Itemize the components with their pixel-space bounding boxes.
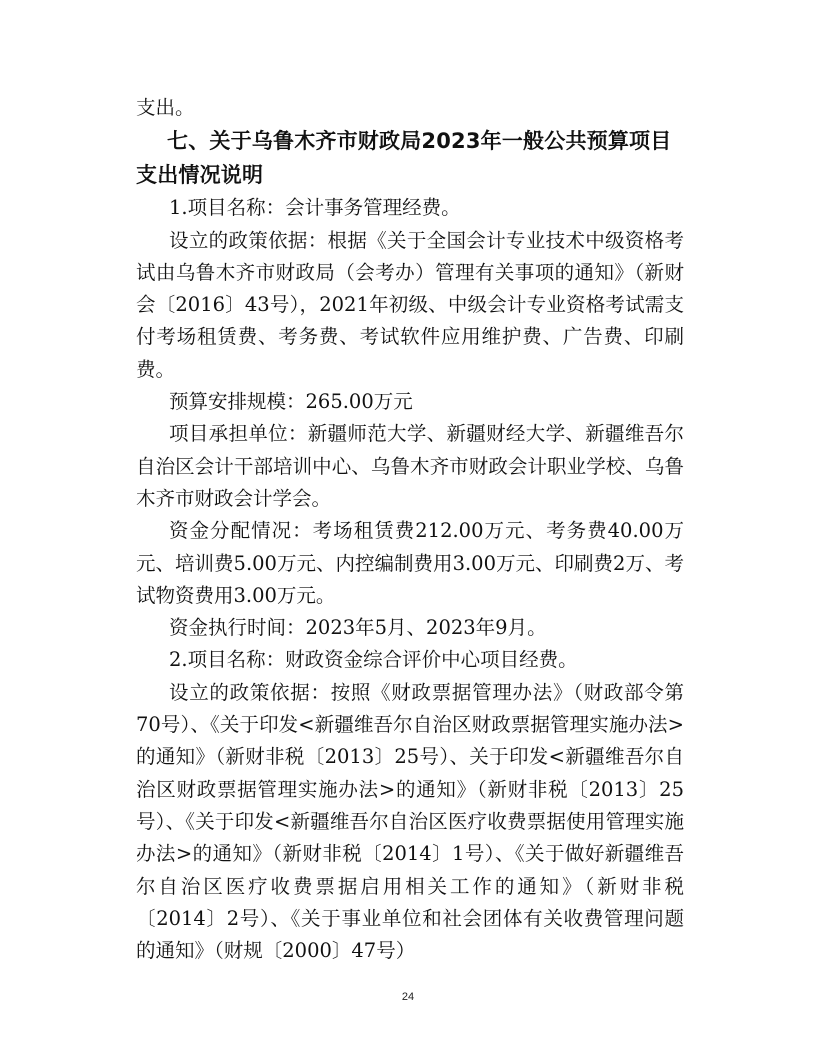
section-heading: 七、关于乌鲁木齐市财政局2023年一般公共预算项目支出情况说明 <box>136 129 672 188</box>
paragraph-1: 1.项目名称：会计事务管理经费。 <box>169 196 461 220</box>
paragraph-5: 资金分配情况：考场租赁费212.00万元、考务费40.00万元、培训费5.00万元、内控编制费用3.00万元、印刷费2万、考试物资费用3.00万元。 <box>136 519 684 607</box>
paragraph-2: 设立的政策依据：根据《关于全国会计专业技术中级资格考试由乌鲁木齐市财政局（会考办）管理有关事项的通知》（新财会〔2016〕43号），2021年初级、中级会计专业资格考试需支付考场租赁费、考务费、考试软件应用维护费、广告费、印刷费。 <box>136 228 684 381</box>
document-body <box>136 92 684 967</box>
paragraph-7: 2.项目名称：财政资金综合评价中心项目经费。 <box>169 648 578 672</box>
paragraph-8: 设立的政策依据：按照《财政票据管理办法》（财政部令第70号）、《关于印发<新疆维吾尔自治区财政票据管理实施办法>的通知》（新财非税〔2013〕25号）、关于印发<新疆维吾尔自治区财政票据管理实施办法>的通知》（新财非税〔2013〕25号）、《关于印发<新疆维吾尔自治区医疗收费票据使用管理实施办法>的通知》（新财非税〔2014〕1号）、《关于做好新疆维吾尔自治区医疗收费票据启用相关工作的通知》（新财非税〔2014〕2号）、《关于事业单位和社会团体有关收费管理问题的通知》（财规〔2000〕47号） <box>136 680 684 963</box>
paragraph-4: 项目承担单位：新疆师范大学、新疆财经大学、新疆维吾尔自治区会计干部培训中心、乌鲁木齐市财政会计职业学校、乌鲁木齐市财政会计学会。 <box>136 422 684 510</box>
paragraph-3: 预算安排规模：265.00万元 <box>169 390 413 414</box>
paragraph-6: 资金执行时间：2023年5月、2023年9月。 <box>169 616 547 640</box>
continuation-text: 支出。 <box>136 96 195 119</box>
page-number: 24 <box>401 991 415 1003</box>
